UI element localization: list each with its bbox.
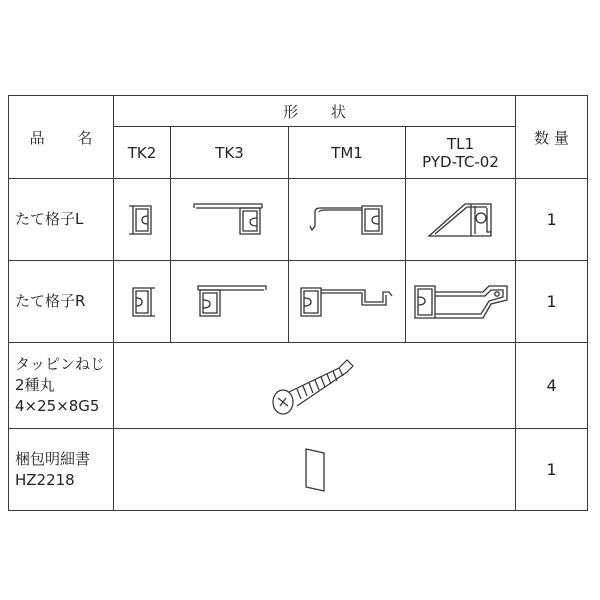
profile-tk2-r-cell xyxy=(114,261,171,343)
profile-tl1-l-cell xyxy=(406,179,516,261)
packing-sheet-cell xyxy=(114,429,516,511)
profile-tl1-l-icon xyxy=(425,198,497,242)
header-qty: 数 量 xyxy=(516,96,588,179)
profile-tl1-r-cell xyxy=(406,261,516,343)
header-col-tl1-line2: PYD-TC-02 xyxy=(422,152,499,171)
profile-tm1-r-icon xyxy=(297,282,397,322)
profile-tk2-r-icon xyxy=(127,282,157,322)
profile-tl1-r-icon xyxy=(411,282,511,322)
item-name: たて格子L xyxy=(9,179,114,261)
profile-tm1-r-cell xyxy=(289,261,406,343)
table-row xyxy=(9,179,588,261)
item-name: タッピンねじ 2種丸 4×25×8G5 xyxy=(9,343,114,429)
header-shape: 形 状 xyxy=(114,96,516,127)
item-qty: 1 xyxy=(516,179,588,261)
header-col-tl1-line1: TL1 xyxy=(446,134,475,153)
table-row xyxy=(9,343,588,429)
item-qty: 1 xyxy=(516,429,588,511)
header-col-tm1: TM1 xyxy=(289,127,406,179)
profile-tk2-l-icon xyxy=(127,200,157,240)
table-row xyxy=(9,429,588,511)
parts-table xyxy=(8,95,588,511)
tapping-screw-cell xyxy=(114,343,516,429)
profile-tm1-l-cell xyxy=(289,179,406,261)
profile-tk2-l-cell xyxy=(114,179,171,261)
item-name: 梱包明細書 HZ2218 xyxy=(9,429,114,511)
header-col-tk3: TK3 xyxy=(171,127,289,179)
item-name: たて格子R xyxy=(9,261,114,343)
header-col-tl1 xyxy=(406,127,516,179)
tapping-screw-icon xyxy=(267,354,363,418)
profile-tm1-l-icon xyxy=(306,200,388,240)
item-qty: 4 xyxy=(516,343,588,429)
profile-tk3-r-icon xyxy=(190,282,270,322)
header-col-tk2: TK2 xyxy=(114,127,171,179)
packing-sheet-icon xyxy=(300,445,330,495)
item-qty: 1 xyxy=(516,261,588,343)
header-name: 品 名 xyxy=(9,96,114,179)
table-row xyxy=(9,261,588,343)
profile-tk3-l-cell xyxy=(171,179,289,261)
profile-tk3-l-icon xyxy=(190,200,270,240)
profile-tk3-r-cell xyxy=(171,261,289,343)
